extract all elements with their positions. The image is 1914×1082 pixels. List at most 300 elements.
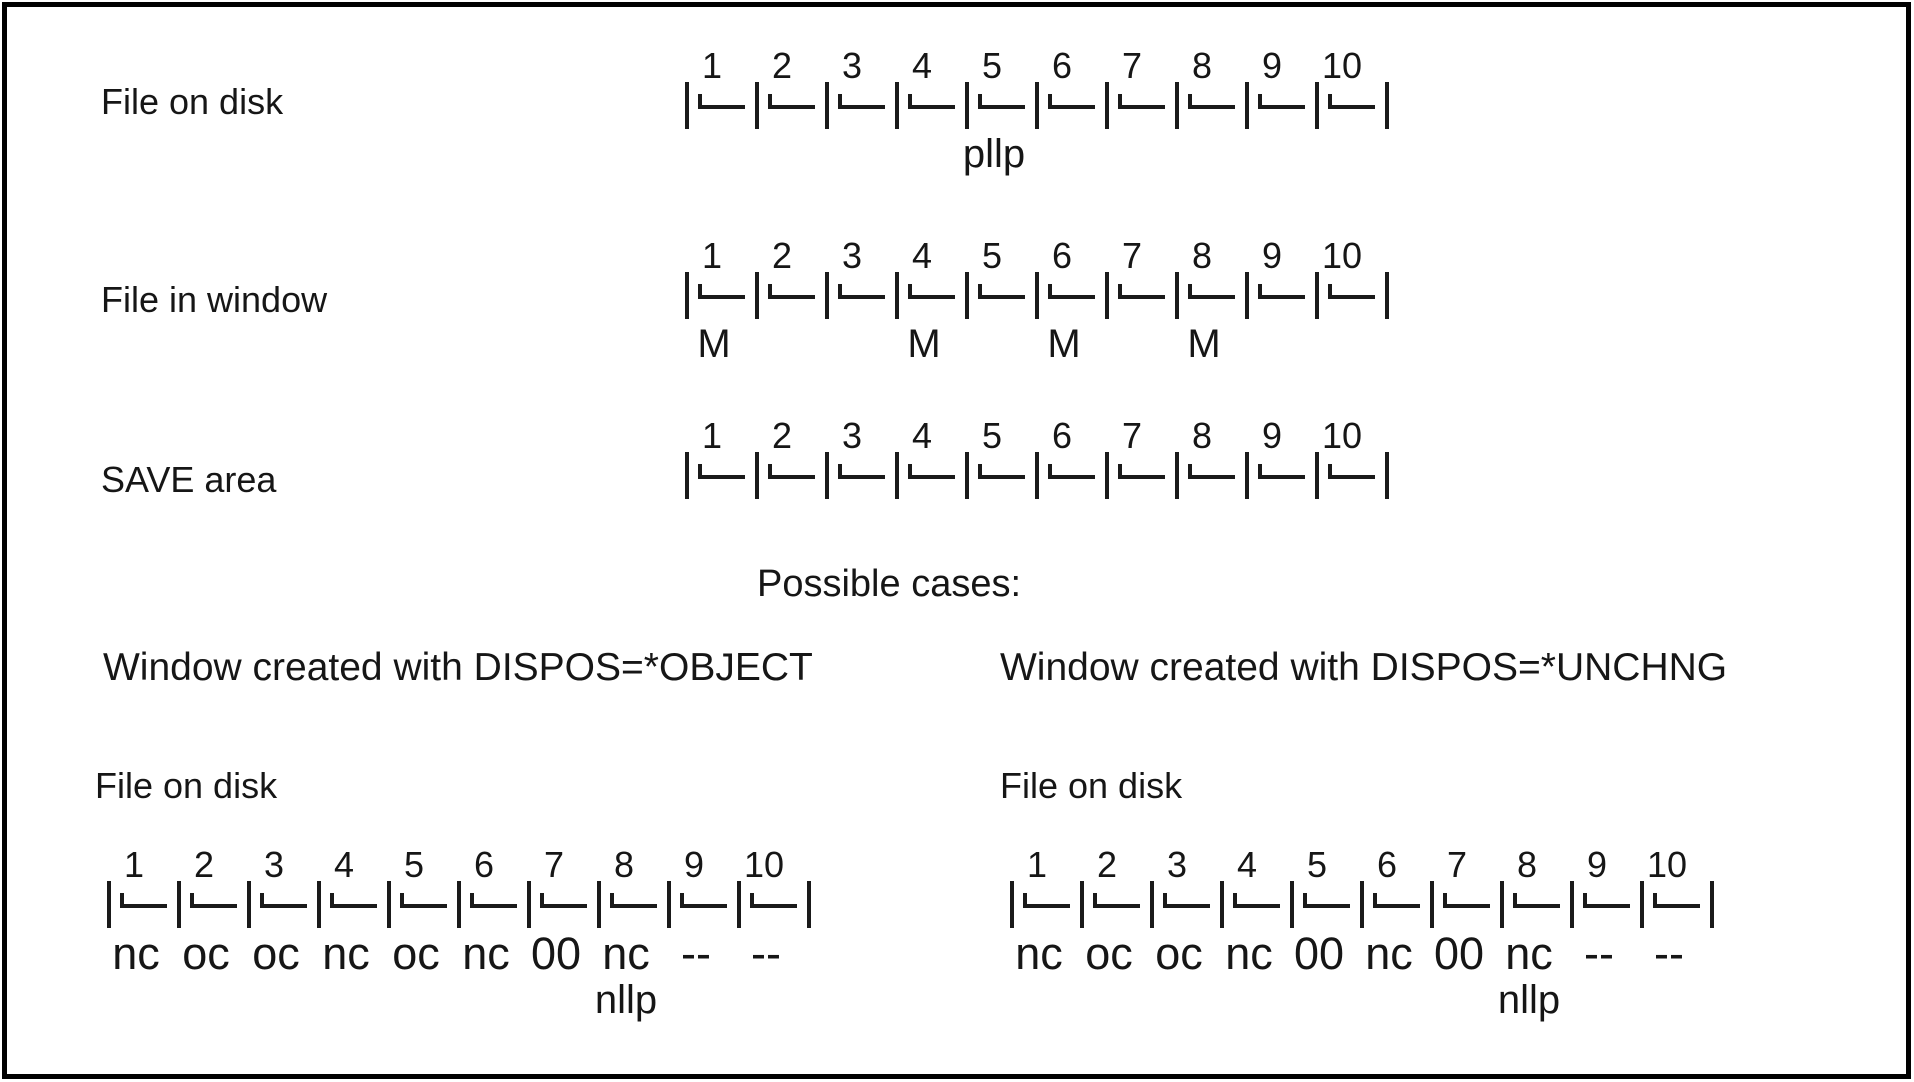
segment-status-label — [1239, 129, 1309, 180]
segment-divider-bar — [965, 82, 969, 129]
record-segment-1 — [685, 415, 755, 550]
row-label-save-area: SAVE area — [101, 459, 277, 500]
segment-status-label — [1309, 129, 1379, 180]
row-label-file-on-disk: File on disk — [101, 81, 284, 122]
segment-status-label: oc — [252, 928, 300, 979]
segment-status-label: -- — [1654, 928, 1684, 979]
segment-number: 7 — [543, 844, 565, 885]
segment-pointer-label — [1634, 979, 1704, 1025]
segment-glyph — [597, 881, 667, 928]
record-segment-1 — [107, 844, 177, 1025]
segment-divider-bar — [1175, 82, 1179, 129]
segment-pointer-label — [241, 979, 311, 1025]
segment-dash — [768, 464, 815, 479]
strip-closing-bar — [1385, 272, 1389, 319]
record-segment-5 — [1290, 844, 1360, 1025]
segment-status-label — [819, 129, 889, 180]
segment-status-label: nc — [1225, 928, 1273, 979]
record-strip-case-unchng — [1010, 844, 1714, 1025]
segment-status-label — [1029, 129, 1099, 180]
segment-glyph — [1570, 881, 1640, 928]
segment-status-label — [749, 129, 819, 180]
record-segment-5 — [965, 415, 1035, 550]
segment-divider-bar — [1245, 452, 1249, 499]
segment-dash — [400, 893, 447, 908]
record-segment-6 — [457, 844, 527, 1025]
segment-divider-bar — [825, 452, 829, 499]
segment-pointer-label — [311, 979, 381, 1025]
segment-glyph — [737, 881, 807, 928]
segment-dash — [838, 284, 885, 299]
segment-divider-bar — [317, 881, 321, 928]
record-segment-8 — [1175, 235, 1245, 370]
segment-dash — [1258, 284, 1305, 299]
record-segment-3 — [825, 415, 895, 550]
segment-pointer-label — [1144, 979, 1214, 1025]
record-strip-case-object — [107, 844, 811, 1025]
segment-divider-bar — [825, 82, 829, 129]
segment-divider-bar — [965, 272, 969, 319]
segment-status-label: oc — [1085, 928, 1133, 979]
segment-dash — [1583, 893, 1630, 908]
segment-status-label — [1099, 499, 1169, 550]
segment-divider-bar — [1105, 82, 1109, 129]
segment-divider-bar — [1500, 881, 1504, 928]
segment-divider-bar — [1220, 881, 1224, 928]
segment-status-label — [959, 319, 1029, 370]
record-segment-2 — [755, 45, 825, 180]
segment-pointer-label — [1354, 979, 1424, 1025]
record-segment-1 — [685, 45, 755, 180]
segment-number: 2 — [193, 844, 215, 885]
segment-number: 5 — [403, 844, 425, 885]
segment-number: 9 — [1586, 844, 1608, 885]
segment-number: 8 — [1191, 235, 1213, 276]
segment-status-label — [1309, 499, 1379, 550]
record-segment-7 — [1105, 415, 1175, 550]
segment-status-label — [1309, 319, 1379, 370]
segment-pointer-label: nllp — [1497, 978, 1561, 1022]
segment-number: 4 — [911, 235, 933, 276]
record-segment-4 — [1220, 844, 1290, 1025]
segment-status-label: 00 — [530, 928, 582, 979]
segment-status-label — [889, 499, 959, 550]
segment-dash — [978, 94, 1025, 109]
record-segment-3 — [825, 235, 895, 370]
segment-divider-bar — [895, 452, 899, 499]
segment-divider-bar — [685, 272, 689, 319]
segment-glyph — [667, 881, 737, 928]
segment-dash — [120, 893, 167, 908]
segment-glyph — [1105, 452, 1175, 499]
segment-glyph — [965, 82, 1035, 129]
segment-pointer-label — [101, 979, 171, 1025]
record-segment-5 — [965, 235, 1035, 370]
record-segment-9 — [1245, 235, 1315, 370]
segment-dash — [768, 284, 815, 299]
segment-status-label: 00 — [1433, 928, 1485, 979]
segment-glyph — [1245, 452, 1315, 499]
segment-glyph — [1010, 881, 1080, 928]
segment-glyph — [177, 881, 247, 928]
record-segment-1 — [685, 235, 755, 370]
segment-divider-bar — [527, 881, 531, 928]
segment-divider-bar — [895, 82, 899, 129]
segment-dash — [1258, 94, 1305, 109]
record-segment-10 — [1315, 415, 1385, 550]
segment-status-label: -- — [681, 928, 711, 979]
segment-dash — [1048, 464, 1095, 479]
segment-number: 6 — [1376, 844, 1398, 885]
segment-status-label: nc — [602, 928, 650, 979]
strip-closing-bar — [807, 881, 811, 928]
possible-cases-heading: Possible cases: — [757, 563, 1022, 605]
segment-status-label: -- — [1584, 928, 1614, 979]
segment-pointer-label — [1074, 979, 1144, 1025]
segment-glyph — [1245, 82, 1315, 129]
segment-divider-bar — [1080, 881, 1084, 928]
segment-divider-bar — [1175, 452, 1179, 499]
segment-status-label — [819, 319, 889, 370]
segment-number: 1 — [123, 844, 145, 885]
segment-dash — [768, 94, 815, 109]
segment-status-label: 00 — [1293, 928, 1345, 979]
segment-number: 5 — [1306, 844, 1328, 885]
segment-glyph — [1315, 452, 1385, 499]
segment-number: 2 — [771, 415, 793, 456]
record-segment-10 — [1315, 45, 1385, 180]
segment-glyph — [1105, 272, 1175, 319]
record-segment-3 — [247, 844, 317, 1025]
segment-number: 3 — [841, 235, 863, 276]
segment-status-label — [679, 129, 749, 180]
record-segment-3 — [825, 45, 895, 180]
segment-dash — [698, 464, 745, 479]
record-segment-6 — [1360, 844, 1430, 1025]
segment-status-label — [819, 499, 889, 550]
segment-divider-bar — [177, 881, 181, 928]
segment-divider-bar — [1315, 452, 1319, 499]
record-segment-5 — [962, 45, 1035, 180]
segment-glyph — [825, 272, 895, 319]
record-segment-7 — [1105, 45, 1175, 180]
segment-divider-bar — [597, 881, 601, 928]
segment-dash — [1233, 893, 1280, 908]
segment-glyph — [1175, 82, 1245, 129]
segment-glyph — [317, 881, 387, 928]
segment-dash — [838, 464, 885, 479]
segment-pointer-label — [521, 979, 591, 1025]
record-segment-10 — [737, 844, 807, 1025]
segment-divider-bar — [1150, 881, 1154, 928]
segment-dash — [908, 464, 955, 479]
segment-status-label: M — [1047, 322, 1081, 366]
segment-number: 8 — [1191, 45, 1213, 86]
record-segment-1 — [1010, 844, 1080, 1025]
segment-status-label — [889, 129, 959, 180]
record-segment-8 — [1175, 45, 1245, 180]
segment-glyph — [755, 452, 825, 499]
segment-divider-bar — [1035, 272, 1039, 319]
segment-number: 6 — [473, 844, 495, 885]
segment-divider-bar — [1360, 881, 1364, 928]
segment-glyph — [387, 881, 457, 928]
segment-divider-bar — [1640, 881, 1644, 928]
segment-dash — [698, 284, 745, 299]
row-label-file-in-window: File in window — [101, 279, 328, 320]
segment-status-label: nc — [1015, 928, 1063, 979]
segment-status-label: -- — [751, 928, 781, 979]
segment-dash — [1513, 893, 1560, 908]
segment-glyph — [1220, 881, 1290, 928]
record-segment-10 — [1315, 235, 1385, 370]
record-segment-7 — [1105, 235, 1175, 370]
record-segment-2 — [1080, 844, 1150, 1025]
segment-status-label: oc — [392, 928, 440, 979]
segment-number: 10 — [1321, 235, 1363, 276]
segment-status-label — [679, 499, 749, 550]
segment-divider-bar — [895, 272, 899, 319]
segment-number: 9 — [1261, 45, 1283, 86]
segment-number: 5 — [981, 415, 1003, 456]
segment-status-label: M — [907, 322, 941, 366]
segment-divider-bar — [1290, 881, 1294, 928]
segment-status-label — [1239, 319, 1309, 370]
segment-status-label: nc — [112, 928, 160, 979]
segment-glyph — [1150, 881, 1220, 928]
segment-number: 7 — [1121, 235, 1143, 276]
segment-number: 4 — [911, 415, 933, 456]
segment-dash — [1093, 893, 1140, 908]
record-segment-9 — [667, 844, 737, 1025]
segment-number: 3 — [263, 844, 285, 885]
record-segment-9 — [1245, 415, 1315, 550]
record-segment-4 — [895, 415, 965, 550]
segment-divider-bar — [755, 272, 759, 319]
segment-dash — [1258, 464, 1305, 479]
segment-divider-bar — [1035, 452, 1039, 499]
segment-dash — [1328, 94, 1375, 109]
segment-glyph — [1290, 881, 1360, 928]
record-segment-7 — [527, 844, 597, 1025]
segment-glyph — [965, 272, 1035, 319]
segment-number: 2 — [771, 45, 793, 86]
segment-number: 10 — [1646, 844, 1688, 885]
segment-glyph — [685, 272, 755, 319]
segment-dash — [978, 464, 1025, 479]
record-strip-save-area — [685, 415, 1389, 550]
segment-number: 6 — [1051, 45, 1073, 86]
segment-number: 8 — [1516, 844, 1538, 885]
segment-dash — [1328, 284, 1375, 299]
segment-status-label — [1099, 129, 1169, 180]
record-segment-9 — [1245, 45, 1315, 180]
segment-glyph — [1500, 881, 1570, 928]
segment-dash — [1188, 284, 1235, 299]
segment-divider-bar — [685, 82, 689, 129]
strip-closing-bar — [1710, 881, 1714, 928]
segment-dash — [1118, 94, 1165, 109]
segment-status-label — [749, 499, 819, 550]
record-segment-2 — [177, 844, 247, 1025]
segment-number: 9 — [1261, 235, 1283, 276]
segment-glyph — [825, 82, 895, 129]
segment-number: 8 — [1191, 415, 1213, 456]
segment-dash — [260, 893, 307, 908]
record-segment-2 — [755, 235, 825, 370]
segment-dash — [1443, 893, 1490, 908]
segment-number: 1 — [701, 415, 723, 456]
segment-number: 2 — [771, 235, 793, 276]
segment-status-label — [959, 499, 1029, 550]
segment-glyph — [1080, 881, 1150, 928]
segment-glyph — [1245, 272, 1315, 319]
segment-glyph — [825, 452, 895, 499]
record-segment-4 — [317, 844, 387, 1025]
record-segment-6 — [1035, 235, 1105, 370]
record-segment-8 — [1175, 415, 1245, 550]
segment-number: 8 — [613, 844, 635, 885]
segment-dash — [1303, 893, 1350, 908]
segment-dash — [1373, 893, 1420, 908]
segment-dash — [1048, 284, 1095, 299]
segment-divider-bar — [1105, 272, 1109, 319]
segment-divider-bar — [107, 881, 111, 928]
segment-pointer-label — [1284, 979, 1354, 1025]
segment-number: 5 — [981, 45, 1003, 86]
segment-dash — [1328, 464, 1375, 479]
segment-divider-bar — [387, 881, 391, 928]
segment-divider-bar — [965, 452, 969, 499]
record-segment-3 — [1150, 844, 1220, 1025]
segment-divider-bar — [247, 881, 251, 928]
segment-number: 4 — [333, 844, 355, 885]
segment-status-label: oc — [182, 928, 230, 979]
segment-number: 6 — [1051, 415, 1073, 456]
segment-number: 4 — [911, 45, 933, 86]
segment-status-label: M — [1187, 322, 1221, 366]
segment-number: 5 — [981, 235, 1003, 276]
segment-number: 3 — [841, 415, 863, 456]
segment-divider-bar — [1010, 881, 1014, 928]
segment-number: 7 — [1446, 844, 1468, 885]
segment-pointer-label — [1424, 979, 1494, 1025]
record-segment-4 — [895, 45, 965, 180]
segment-pointer-label — [1004, 979, 1074, 1025]
segment-status-label — [1169, 499, 1239, 550]
segment-number: 10 — [743, 844, 785, 885]
case-unchng-file-label: File on disk — [1000, 765, 1183, 806]
segment-dash — [680, 893, 727, 908]
record-segment-8 — [1497, 844, 1570, 1025]
segment-status-label: nc — [322, 928, 370, 979]
segment-number: 2 — [1096, 844, 1118, 885]
segment-divider-bar — [737, 881, 741, 928]
segment-number: 1 — [701, 45, 723, 86]
segment-divider-bar — [755, 82, 759, 129]
segment-number: 7 — [1121, 45, 1143, 86]
segment-glyph — [107, 881, 177, 928]
segment-dash — [610, 893, 657, 908]
segment-number: 3 — [1166, 844, 1188, 885]
segment-glyph — [965, 452, 1035, 499]
segment-pointer-label: nllp — [594, 978, 658, 1022]
segment-number: 7 — [1121, 415, 1143, 456]
segment-glyph — [1175, 272, 1245, 319]
strip-closing-bar — [1385, 452, 1389, 499]
segment-divider-bar — [685, 452, 689, 499]
record-segment-2 — [755, 415, 825, 550]
segment-status-label: M — [697, 322, 731, 366]
segment-pointer-label — [451, 979, 521, 1025]
record-segment-10 — [1640, 844, 1710, 1025]
segment-divider-bar — [755, 452, 759, 499]
segment-dash — [1048, 94, 1095, 109]
segment-dash — [1188, 464, 1235, 479]
segment-pointer-label — [381, 979, 451, 1025]
segment-glyph — [1105, 82, 1175, 129]
segment-dash — [1653, 893, 1700, 908]
segment-divider-bar — [1105, 452, 1109, 499]
segment-glyph — [685, 82, 755, 129]
segment-glyph — [755, 82, 825, 129]
segment-dash — [1163, 893, 1210, 908]
segment-number: 10 — [1321, 45, 1363, 86]
segment-divider-bar — [1570, 881, 1574, 928]
segment-glyph — [755, 272, 825, 319]
segment-status-label — [1239, 499, 1309, 550]
segment-status-label — [1169, 129, 1239, 180]
segment-glyph — [1035, 272, 1105, 319]
segment-pointer-label — [661, 979, 731, 1025]
segment-glyph — [1035, 82, 1105, 129]
segment-status-label: nc — [1505, 928, 1553, 979]
segment-status-label: nc — [1365, 928, 1413, 979]
segment-glyph — [527, 881, 597, 928]
record-segment-6 — [1035, 45, 1105, 180]
segment-dash — [1023, 893, 1070, 908]
segment-number: 1 — [1026, 844, 1048, 885]
segment-dash — [908, 284, 955, 299]
segment-glyph — [1360, 881, 1430, 928]
segment-number: 4 — [1236, 844, 1258, 885]
segment-status-label — [749, 319, 819, 370]
segment-dash — [750, 893, 797, 908]
segment-number: 9 — [1261, 415, 1283, 456]
segment-divider-bar — [1175, 272, 1179, 319]
segment-dash — [978, 284, 1025, 299]
segment-status-label: nc — [462, 928, 510, 979]
segment-glyph — [1175, 452, 1245, 499]
segment-glyph — [895, 82, 965, 129]
segment-glyph — [895, 452, 965, 499]
segment-pointer-label — [1564, 979, 1634, 1025]
segment-glyph — [1315, 272, 1385, 319]
segment-glyph — [1315, 82, 1385, 129]
segment-pointer-label — [1214, 979, 1284, 1025]
segment-pointer-label — [731, 979, 801, 1025]
record-segment-7 — [1430, 844, 1500, 1025]
segment-dash — [1118, 284, 1165, 299]
segment-glyph — [895, 272, 965, 319]
segment-number: 6 — [1051, 235, 1073, 276]
segment-status-label: pllp — [962, 132, 1026, 176]
case-object-file-label: File on disk — [95, 765, 278, 806]
record-segment-6 — [1035, 415, 1105, 550]
segment-number: 3 — [841, 45, 863, 86]
segment-glyph — [457, 881, 527, 928]
segment-glyph — [1430, 881, 1500, 928]
